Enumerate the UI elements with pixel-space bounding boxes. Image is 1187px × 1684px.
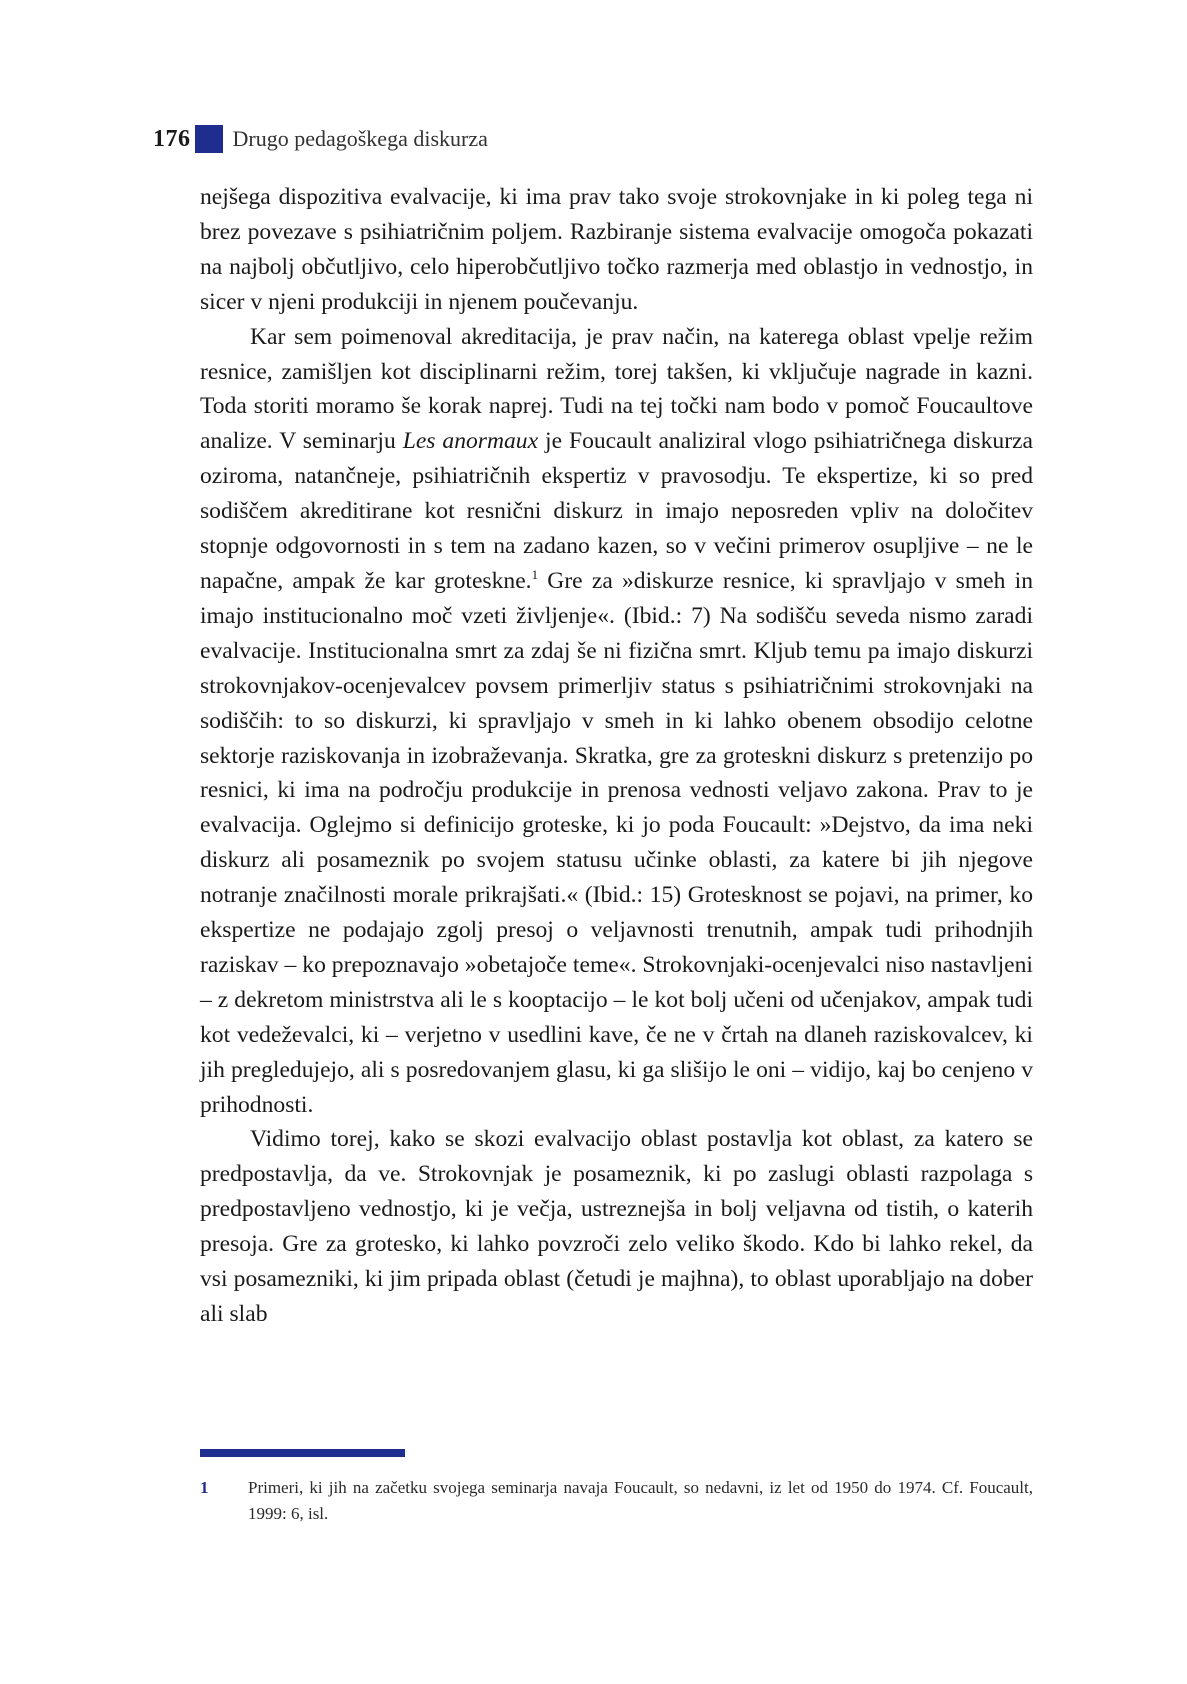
paragraph-2-part-c: Gre za »diskurze resnice, ki spravljajo v smeh in imajo institucionalno moč vzeti življenje«. (Ibid.: 7) Na sodišču seveda nismo zaradi evalvacije. Institucionalna smrt za zdaj še ni fizična smrt. Kljub temu pa imajo diskurzi strokovnjakov-ocenjevalcev povsem primerljiv status s psihiatričnimi strokovnjaki na sodiščih: to so diskurzi, ki spravljajo v smeh in ki lahko obenem obsodijo celotne sektorje raziskovanja in izobraževanja. Skratka, gre za groteskni diskurz s pretenzijo po resnici, ki ima na področju produkcije in prenosa vednosti veljavo zakona. Prav to je evalvacija. Oglejmo si definicijo groteske, ki jo poda Foucault: »Dejstvo, da ima neki diskurz ali posameznik po svojem statusu učinke oblasti, za katere bi jih njegove notranje značilnosti morale prikrajšati.« (Ibid.: 15) Grotesknost se pojavi, na primer, ko ekspertize ne podajajo zgolj presoj o veljavnosti trenutnih, ampak tudi prihodnjih raziskav – ko prepoznavajo »obetajoče teme«. Strokovnjaki-ocenjevalci niso nastavljeni – z dekretom ministrstva ali le s kooptacijo – le kot bolj učeni od učenjakov, ampak tudi kot vedeževalci, ki – verjetno v usedlini kave, če ne v črtah na dlaneh raziskovalcev, ki jih pregledujejo, ali s posredovanjem glasu, ki ga slišijo le oni – vidijo, kaj bo cenjeno v prihodnosti.	[200, 567, 1033, 1118]
page-number: 176	[153, 125, 191, 152]
footnote-separator	[200, 1449, 405, 1457]
body-text	[200, 180, 1033, 1332]
footnote-text: Primeri, ki jih na začetku svojega seminarja navaja Foucault, so nedavni, iz let od 1950 do 1974. Cf. Foucault, 1999: 6, isl.	[248, 1478, 1033, 1523]
chapter-title: Drugo pedagoškega diskurza	[232, 126, 488, 151]
running-head	[153, 122, 488, 156]
paragraph-1: nejšega dispozitiva evalvacije, ki ima prav tako svoje strokovnjake in ki poleg tega ni brez povezave s psihiatričnim poljem. Razbiranje sistema evalvacije omogoča pokazati na najbolj občutljivo, celo hiperobčutljivo točko razmerja med oblastjo in vednostjo, in sicer v njeni produkciji in njenem poučevanju.	[200, 184, 1033, 315]
footnote	[200, 1475, 1033, 1527]
header-square-marker	[195, 125, 223, 153]
seminar-title: Les anormaux	[402, 428, 539, 455]
paragraph-2	[200, 320, 1033, 1123]
paragraph-3: Vidimo torej, kako se skozi evalvacijo oblast postavlja kot oblast, za katero se predpostavlja, da ve. Strokovnjak je posameznik, ki po zaslugi oblasti razpolaga s predpostavljeno vednostjo, ki je večja, ustreznejša in bolj veljavna od tistih, o katerih presoja. Gre za grotesko, ki lahko povzroči zelo veliko škodo. Kdo bi lahko rekel, da vsi posamezniki, ki jim pripada oblast (četudi je majhna), to oblast uporabljajo na dober ali slab	[200, 1126, 1033, 1327]
footnote-reference[interactable]: 1	[531, 566, 539, 582]
paragraph-2-part-a: Kar sem poimenoval akreditacija, je prav način, na katerega oblast vpelje režim resnice, zamišljen kot disciplinarni režim, torej takšen, ki vključuje nagrade in kazni. Toda storiti moramo še korak naprej. Tudi na tej točki nam bodo v pomoč Foucaultove analize. V seminarju	[200, 323, 1033, 455]
footnote-number: 1	[200, 1478, 209, 1497]
paragraph-2-part-b: je Foucault analiziral vlogo psihiatričnega diskurza oziroma, natančneje, psihiatričnih ekspertiz v pravosodju. Te ekspertize, ki so pred sodiščem akreditirane kot resnični diskurz in imajo neposreden vpliv na določitev stopnje odgovornosti in s tem na zadano kazen, so v večini primerov osupljive – ne le napačne, ampak že kar groteskne.	[200, 428, 1033, 594]
